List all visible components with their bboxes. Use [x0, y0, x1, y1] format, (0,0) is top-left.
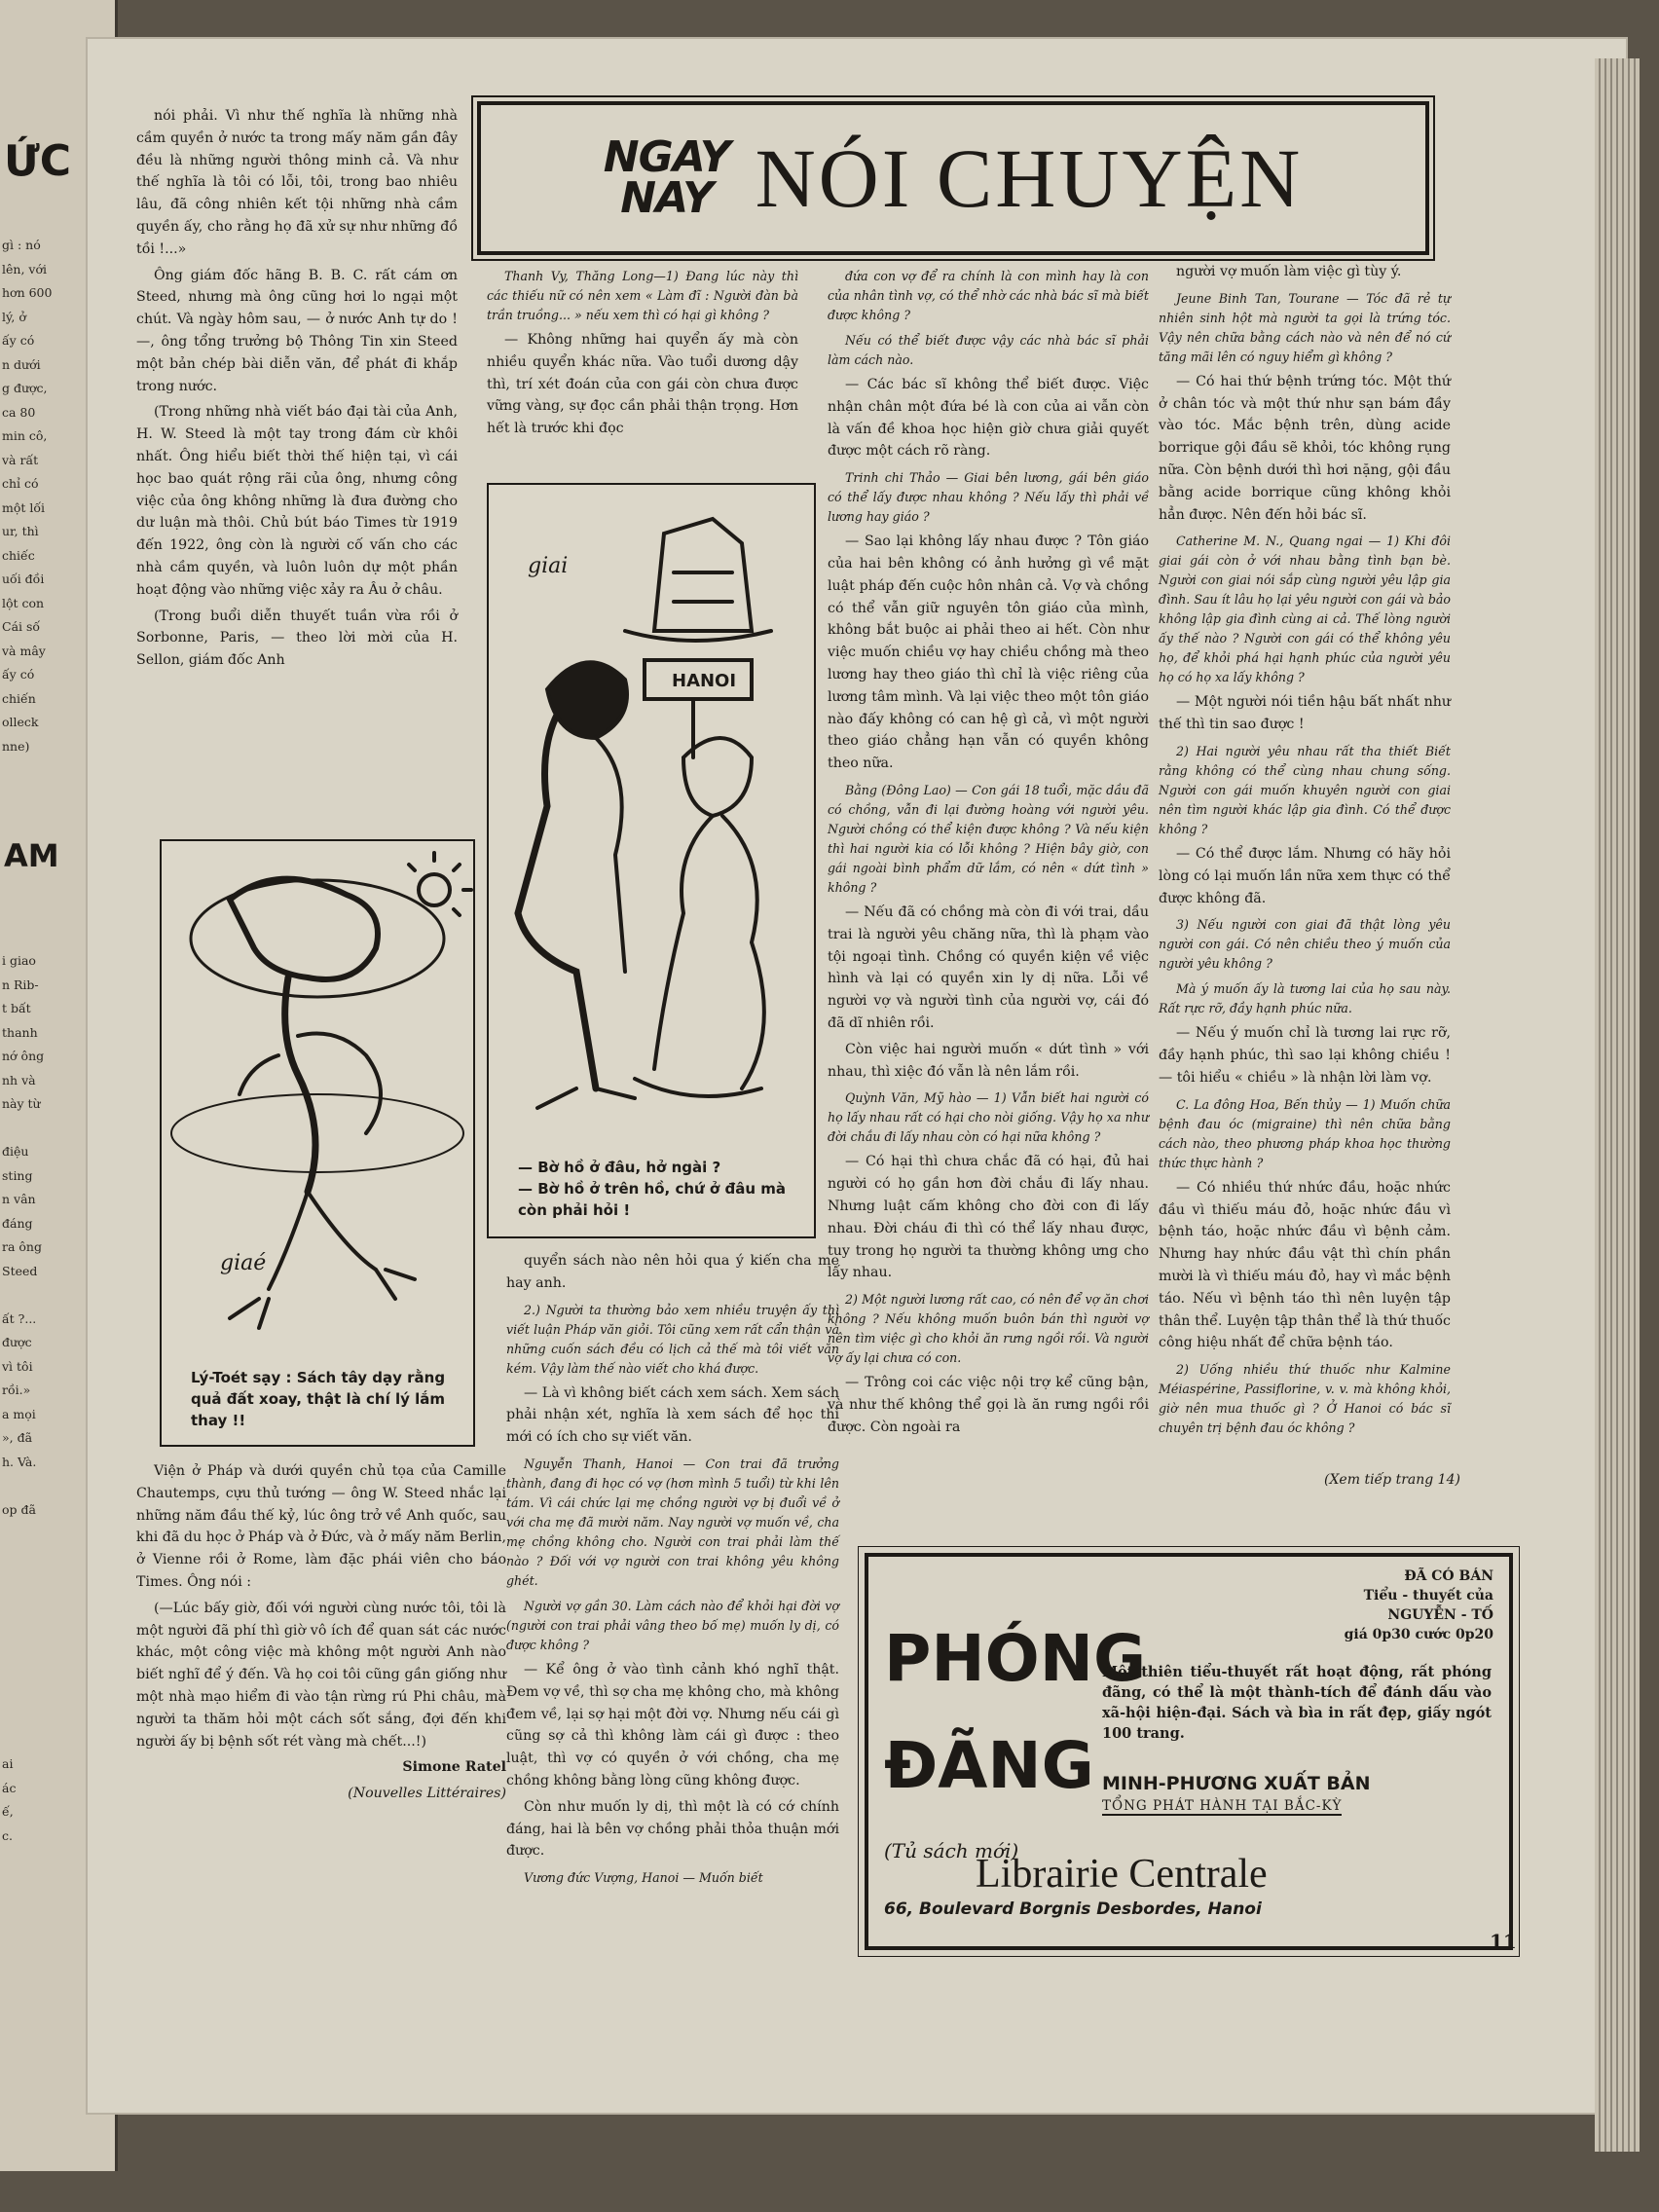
ad-title-line1: PHÓNG [884, 1621, 1147, 1696]
cartoon-hanoi [487, 483, 816, 1238]
header-title: NÓI CHUYỆN [755, 131, 1304, 225]
cartoon-hanoi-sign: HANOI [672, 671, 737, 691]
header-logo-line1: NGAY [603, 132, 730, 182]
ad-description: Một thiên tiểu-thuyết rất hoạt động, rất phóng đãng, có thể là một thành-tích để đánh dấu vào xã-hội hiện-đại. Sách và bìa in rất đẹp, giấy ngót 100 trang. [1102, 1664, 1492, 1742]
reader-question: đứa con vợ để ra chính là con mình hay là con của nhân tình vợ, có thể nhờ các nhà bác sĩ mà biết được không ? [828, 269, 1149, 322]
reader-question: Bằng (Đông Lao) — Con gái 18 tuổi, mặc dầu đã có chồng, vẫn đi lại đường hoàng với người yêu. Người chồng có thể kiện được không ? Và nếu kiện thì hai người kia có lỗi không ? Hiện bây giờ, con gái ngoài bình phẩm dữ lắm, có nên « dứt tình » không ? [828, 782, 1149, 895]
paragraph: Còn như muốn ly dị, thì một là có cớ chính đáng, hai là bên vợ chồng phải thỏa thuận mới được. [506, 1798, 839, 1860]
left-page-line: này từ [2, 1096, 41, 1111]
paragraph: Ông giám đốc hãng B. B. C. rất cám ơn Steed, nhưng mà ông cũng hơi lo ngại một chút. Và ngày hôm sau, — ở nước Anh tự do ! —, ông tổng trưởng bộ Thông Tin xin Steed một bản chép bài diễn văn, để phát đi khắp trong nước. [136, 267, 458, 394]
page-number: 11 [1490, 1930, 1517, 1953]
left-page-line: op đã [2, 1501, 36, 1517]
left-page-line: và mây [2, 643, 46, 658]
paragraph: — Trông coi các việc nội trợ kể cũng bận, và như thế không thể gọi là ăn rưng ngồi rồi được. Còn ngoài ra [828, 1375, 1149, 1435]
left-page-line: n vân [2, 1192, 36, 1206]
reader-question: 2) Một người lương rất cao, có nên để vợ ăn chơi không ? Nếu không muốn buôn bán thì người vợ nên tìm việc gì cho khỏi ăn rưng ngồi rồi. Và người vợ ấy lại chưa có con. [828, 1292, 1149, 1366]
left-page-line: Steed [2, 1263, 38, 1278]
left-page-line: được [2, 1335, 32, 1349]
left-page-line: hơn 600 [2, 285, 53, 300]
svg-text:giai: giai [528, 554, 569, 578]
left-page-line: sting [2, 1167, 33, 1183]
left-page-heading-2: AM [4, 837, 59, 874]
left-page-line: nne) [2, 738, 30, 754]
paragraph: (—Lúc bấy giờ, đối với người cùng nước tôi, tôi là một người đã phí thì giờ vô ích để quan sát các nước khác, một công việc mà không một người Anh nào biết nghĩ để ý đến. Và họ coi tôi cũng gần giống như một nhà mạo hiểm đi vào tận rừng rú Phi châu, mà người ta thăm hỏi một cách sốt sắng, đợi đến khi người ấy bị bệnh sốt rét vàng mà chết...!) [136, 1600, 506, 1750]
cartoon-hanoi-caption [518, 1157, 810, 1221]
left-page-line: vì tôi [2, 1358, 33, 1374]
paragraph: quyển sách nào nên hỏi qua ý kiến cha mẹ hay anh. [506, 1253, 839, 1291]
left-page-line: a mọi [2, 1406, 36, 1421]
left-page-line: đáng [2, 1215, 33, 1231]
reader-question: 2.) Người ta thường bảo xem nhiều truyện ấy thì viết luận Pháp văn giỏi. Tôi cũng xem rất cẩn thận và những cuốn sách đều có lịch cả thế mà tôi viết văn kém. Vậy làm thế nào viết cho khá được. [506, 1302, 839, 1376]
reader-question: Mà ý muốn ấy là tương lai của họ sau này. Rất rực rỡ, đầy hạnh phúc nữa. [1159, 981, 1451, 1016]
cartoon-ly-toet-caption: Lý-Toét sạy : Sách tây dạy rằng quả đất xoay, thật là chí lý lắm thay !! [191, 1369, 446, 1429]
left-page-line: ur, thì [2, 524, 39, 538]
left-page-line: chỉ có [2, 476, 39, 491]
article-signature: Simone Ratel [402, 1759, 506, 1776]
reader-question: C. La đông Hoa, Bến thủy — 1) Muốn chữa bệnh đau óc (migraine) thì nên chữa bằng cách nào, theo phương pháp khoa học thường thức thực hành ? [1159, 1096, 1451, 1170]
reader-question: Quỳnh Văn, Mỹ hào — 1) Vẫn biết hai người có họ lấy nhau rất có hại cho nòi giống. Vậy họ xa như đời chắu đi lấy nhau còn có hại nữa không ? [828, 1090, 1149, 1145]
cartoon-ly-toet-drawing [162, 841, 473, 1347]
header-logo [603, 132, 730, 223]
left-page-line: min cô, [2, 428, 48, 443]
paragraph: — Có hại thì chưa chắc đã có hại, đủ hai người có họ gần hơn đời chắu đi lấy nhau. Nhưng luật cấm không cho đời con đi lấy nhau. Đời cháu đi thì có thể lấy nhau được, tuy trong họ người ta thường không ưng cho lấy nhau. [828, 1154, 1149, 1281]
ad-series: (Tủ sách mới) [884, 1839, 1019, 1862]
left-page-line: olleck [2, 715, 39, 729]
paragraph: người vợ muốn làm việc gì tùy ý. [1176, 264, 1402, 279]
left-page-line: lý, ở [2, 309, 26, 324]
left-page-line: h. Và. [2, 1454, 37, 1469]
ad-info [1345, 1567, 1493, 1644]
left-page-heading-1: ỨC [4, 136, 72, 186]
left-page-line: điệu [2, 1144, 29, 1159]
reader-question: Vương đức Vượng, Hanoi — Muốn biết [524, 1870, 763, 1886]
left-page-line: rồi.» [2, 1382, 31, 1397]
paragraph: — Nếu ý muốn chỉ là tương lai rực rỡ, đầy hạnh phúc, thì sao lại không chiều ! — tôi hiểu « chiều » là nhận lời làm vợ. [1159, 1025, 1451, 1086]
left-page-line: ấy có [2, 667, 35, 682]
left-page-line: ca 80 [2, 404, 36, 420]
reader-question: Catherine M. N., Quang ngai — 1) Khi đôi giai gái còn ở với nhau bằng tình bạn bè. Người con giai nói sắp cùng người yêu lập gia đình. Sau ít lâu họ lại yêu người con gái và bảo không lập gia đình cùng ai cả. Thế lòng người ấy thế nào ? Người con gái có thể không yêu họ, để khỏi phá hại hạnh phúc của người yêu họ có họ xa lấy không ? [1159, 534, 1451, 685]
left-page-line: một lối [2, 499, 46, 515]
ad-title-line2: ĐÃNG [884, 1728, 1094, 1803]
ad-library: Librairie Centrale [976, 1852, 1268, 1897]
paragraph: — Nếu đã có chồng mà còn đi với trai, dầu trai là người yêu chăng nữa, thì là phạm vào tội ngoại tình. Chồng có quyền kiện về việc hình và lại có quyền xin ly dị nữa. Lỗi về người vợ và người tình của người vợ, cái đó đã dĩ nhiên rồi. [828, 903, 1149, 1031]
left-page-line: lên, với [2, 261, 47, 276]
column-header [477, 101, 1429, 255]
column-4 [1159, 261, 1451, 1442]
ad-status: ĐÃ CÓ BÁN [1404, 1568, 1493, 1584]
paragraph: (Trong những nhà viết báo đại tài của Anh, H. W. Steed là một tay trong đám cừ khôi nhất. Ông hiểu biết thời thế hiện tại, vì cái học bao quát rộng rãi của ông, nhưng công việc của ông không những là đưa đường cho dư luận mà thôi. Chủ bút báo Times từ 1919 đến 1922, ông còn là người cố vấn cho các nhà cầm quyền, và luôn luôn dự một phần hoạt động vào những việc xảy ra Âu ở châu. [136, 404, 458, 598]
paragraph: — Sao lại không lấy nhau được ? Tôn giáo của hai bên không có ảnh hưởng gì về mặt luật pháp đến cuộc hôn nhân cả. Vợ và chồng có thể vẫn giữ nguyên tôn giáo của mình, không bắt buộc ai phải theo ai hết. Còn như việc muốn chiều vợ hay chiều chồng mà theo lương hay theo giáo thì chỉ là việc riêng của lương tâm mình. Và lại việc theo một tôn giáo nào đấy không có can hệ gì cả, vì một người theo giáo chẳng hạn vẫn có quyền không theo nữa. [828, 534, 1149, 772]
left-page-line: ai [2, 1756, 14, 1771]
article-source: (Nouvelles Littéraires) [348, 1786, 506, 1802]
left-page-line: ác [2, 1780, 17, 1795]
left-page-line: t bất [2, 1001, 31, 1015]
column-3 [828, 261, 1149, 1443]
left-page-line: n Rib- [2, 977, 39, 992]
ad-type: Tiểu - thuyết của [1363, 1588, 1493, 1604]
column-1-bottom [136, 1460, 506, 1809]
paragraph: Còn việc hai người muốn « dứt tình » với nhau, thì xiệc đó vẫn là nên lắm rồi. [828, 1041, 1149, 1080]
left-page-line: chiến [2, 690, 36, 706]
paragraph: — Có hai thứ bệnh trứng tóc. Một thứ ở chân tóc và một thứ như sạn bám đầy vào tóc. Mắc bệnh trên, dùng acide borrique gội đầu sẽ khỏi, tóc không rụng nữa. Còn bệnh dưới thì hơi nặng, gội đầu bằng acide borrique cũng không khỏi hẳn được. Nên đến hỏi bác sĩ. [1159, 373, 1451, 523]
reader-question: Nguyễn Thanh, Hanoi — Con trai đã trưởng thành, đang đi học có vợ (hơn mình 5 tuổi) từ khi lên tám. Vì cái chức lại mẹ chồng người vợ bị đuổi về ở với cha mẹ đã mười năm. Nay người vợ muốn về, cha mẹ chồng không cho. Người con trai phải làm thế nào ? Đối với vợ người con trai không yêu không ghét. [506, 1456, 839, 1588]
reader-question: Thanh Vy, Thăng Long—1) Đang lúc này thì các thiếu nữ có nên xem « Làm đĩ : Người đàn bà trần truồng... » nếu xem thì có hại gì không ? [487, 269, 798, 322]
left-page-line: nớ ông [2, 1049, 45, 1063]
left-page-line: chiếc [2, 547, 35, 563]
left-page-line: ất ?... [2, 1310, 37, 1326]
left-page-line: c. [2, 1827, 13, 1843]
ad-price: giá 0p30 cước 0p20 [1344, 1627, 1493, 1642]
column-1-top [136, 105, 458, 676]
paragraph: Viện ở Pháp và dưới quyền chủ tọa của Camille Chautemps, cựu thủ tướng — ông W. Steed nhắc lại những năm đầu thế kỷ, lúc ông trở về Anh quốc, sau khi đã du học ở Pháp và ở Đức, và ở mấy năm Berlin, ở Vienne rồi ở Rome, làm đặc phái viên cho báo Times. Ông nói : [136, 1463, 506, 1590]
left-page-line: và rất [2, 452, 39, 467]
reader-question: Jeune Binh Tan, Tourane — Tóc đã rẻ tự nhiên sinh hột mà người ta gọi là trứng tóc. Vậy nên chữa bằng cách nào và nên để nó cứ tăng mãi lên có nguy hiểm gì không ? [1159, 290, 1451, 364]
cartoon-hanoi-caption-line1: — Bờ hồ ở đâu, hở ngài ? [518, 1159, 721, 1176]
reader-question: Trinh chi Thảo — Giai bên lương, gái bên giáo có thể lấy được nhau không ? Nếu lấy thì phải về lương hay giáo ? [828, 470, 1149, 525]
paragraph: — Không những hai quyển ấy mà còn nhiều quyển khác nữa. Vào tuổi dương dậy thì, trí xét đoán của con gái còn chưa được vững vàng, sự đọc cần phải thận trọng. Hơn hết là trước khi đọc [487, 332, 798, 437]
header-logo-line2: NAY [620, 173, 713, 223]
cartoon-ly-toet [160, 839, 475, 1447]
reader-question: Nếu có thể biết được vậy các nhà bác sĩ phải làm cách nào. [828, 333, 1149, 367]
svg-text:giaé: giaé [220, 1251, 267, 1275]
column-2-bottom [506, 1250, 839, 1892]
paragraph: (Trong buổi diễn thuyết tuần vừa rồi ở Sorbonne, Paris, — theo lời mời của H. Sellon, giám đốc Anh [136, 608, 458, 669]
ad-author: NGUYỄN - TỐ [1387, 1607, 1493, 1623]
ad-distributor: TỔNG PHÁT HÀNH TẠI BẮC-KỲ [1102, 1798, 1343, 1814]
left-page-line: ế, [2, 1804, 14, 1819]
book-advertisement [865, 1553, 1513, 1950]
left-page-line: n dưới [2, 356, 41, 372]
paragraph: — Một người nói tiền hậu bất nhất như thế thì tin sao được ! [1159, 694, 1451, 733]
left-page-line: gì : nó [2, 238, 41, 252]
left-page-line: nh và [2, 1072, 36, 1088]
left-page-line: ấy có [2, 333, 35, 348]
left-page-line: lột con [2, 595, 45, 610]
paragraph: — Là vì không biết cách xem sách. Xem sách phải nhận xét, nghĩa là xem sách để học thì mới có ích cho sự viết văn. [506, 1384, 839, 1446]
left-page-line: g được, [2, 381, 48, 395]
reader-question: 2) Hai người yêu nhau rất tha thiết Biết rằng không có thể cùng nhau chung sống. Người con gái muốn khuyên người con giai nên tìm người khác lập gia đình. Có thể được không ? [1159, 743, 1451, 836]
left-page-line: thanh [2, 1024, 38, 1040]
continued-note: (Xem tiếp trang 14) [1324, 1472, 1460, 1488]
paragraph: — Kể ông ở vào tình cảnh khó nghĩ thật. Đem vợ về, thì sợ cha mẹ không cho, mà không đem về, lại sợ hại một đời vợ. Nhưng nếu cái gì cũng sợ cả thì không làm cái gì được : theo luật, thì vợ có quyền ở với chồng, cha mẹ chồng không bằng lòng cũng không được. [506, 1661, 839, 1788]
left-page-line: », đã [2, 1430, 33, 1445]
ad-publisher: MINH-PHƯƠNG XUẤT BẢN [1102, 1773, 1371, 1794]
paragraph: nói phải. Vì như thế nghĩa là những nhà cầm quyền ở nước ta trong mấy năm gần đây đều là những người thông minh cả. Và như thế nghĩa là tôi có lỗi, tôi, trong bao nhiêu lâu, đã công nhiên kết tội những nhà cầm quyền ấy, cho rằng họ đã xử sự như những đồ tồi !...» [136, 108, 458, 257]
paragraph: — Có thể được lắm. Nhưng có hãy hỏi lòng có lại muốn lần nữa xem thực có thể được không đã. [1159, 845, 1451, 906]
reader-question: 3) Nếu người con giai đã thật lòng yêu người con gái. Có nên chiều theo ý muốn của người yêu không ? [1159, 917, 1451, 972]
paragraph: — Có nhiều thứ nhức đầu, hoặc nhức đầu vì thiếu máu đỏ, hoặc nhức đầu vì bệnh táo, hoặc nhức đầu vì bệnh cảm. Nhưng hay nhức đầu vật thì chín phần mười là vì thiếu máu đỏ, hay vì mắc bệnh táo. Nếu vì bệnh táo thì nên luyện tập thân thể. Luyện tập thân thể là thứ thuốc công hiệu nhất để chữa bệnh táo. [1159, 1179, 1451, 1351]
left-page-line: Cái số [2, 619, 41, 634]
cartoon-hanoi-drawing [489, 485, 814, 1147]
left-page-line: ra ông [2, 1239, 42, 1254]
reader-question: 2) Uống nhiều thứ thuốc như Kalmine Méiaspérine, Passiflorine, v. v. mà không khỏi, giờ nên mua thuốc gì ? Ở Hanoi có bác sĩ chuyên trị bệnh đau óc không ? [1159, 1362, 1451, 1436]
cartoon-hanoi-caption-line2: — Bờ hồ ở trên hồ, chứ ở đâu mà còn phải hỏi ! [518, 1180, 786, 1219]
left-page-line: i giao [2, 953, 36, 968]
column-2-top [487, 261, 798, 444]
left-page-line: uối đồi [2, 571, 45, 586]
paragraph: — Các bác sĩ không thể biết được. Việc nhận chân một đứa bé là con của ai vẫn còn là vấn đề khoa học hiện giờ chưa giải quyết được một cách rõ ràng. [828, 377, 1149, 460]
page-stack-edge [1595, 58, 1640, 2152]
reader-question: Người vợ gần 30. Làm cách nào để khỏi hại đời vợ (người con trai phải vâng theo bố mẹ) muốn ly dị, có được không ? [506, 1598, 839, 1652]
ad-address: 66, Boulevard Borgnis Desbordes, Hanoi [884, 1899, 1262, 1919]
